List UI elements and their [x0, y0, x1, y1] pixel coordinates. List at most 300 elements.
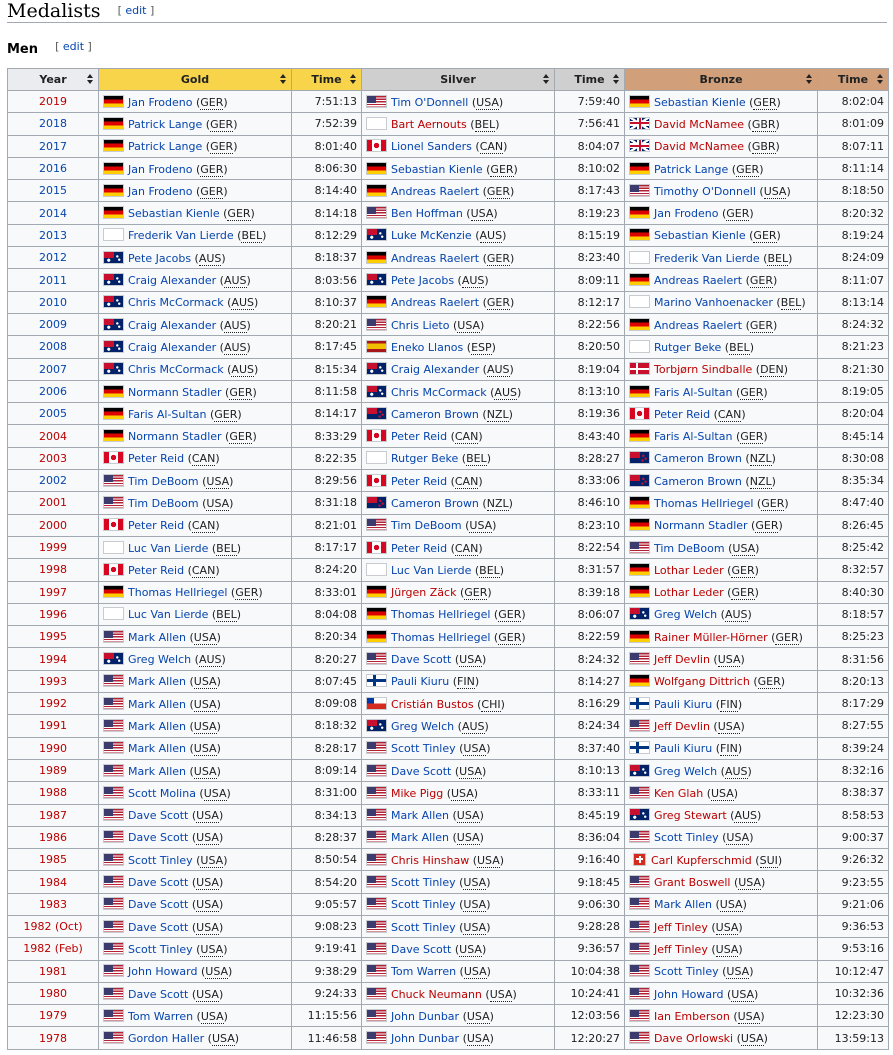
- year-link[interactable]: 2012: [39, 251, 67, 265]
- athlete-link[interactable]: Jan Frodeno: [128, 162, 193, 176]
- athlete-link[interactable]: Frederik Van Lierde: [128, 229, 234, 243]
- athlete-link[interactable]: Sebastian Kienle: [391, 162, 483, 176]
- section-edit: [ edit ]: [117, 4, 155, 17]
- table-row: [8, 826, 889, 848]
- flag-icon: [103, 741, 124, 754]
- athlete-link[interactable]: Lothar Leder: [654, 563, 724, 577]
- athlete-link[interactable]: Lothar Leder: [654, 586, 724, 600]
- year-link[interactable]: 1994: [39, 652, 67, 666]
- flag-icon: [629, 117, 650, 130]
- athlete-link[interactable]: Scott Tinley: [654, 831, 719, 845]
- flag-icon: [629, 808, 650, 821]
- header-silver[interactable]: Silver: [362, 69, 555, 91]
- gold-athlete-cell: Peter Reid (CAN): [99, 447, 292, 469]
- athlete-link[interactable]: Pauli Kiuru: [654, 742, 713, 756]
- flag-icon: [103, 385, 124, 398]
- athlete-link[interactable]: Chris Hinshaw: [391, 853, 470, 867]
- year-link[interactable]: 1988: [39, 786, 67, 800]
- gold-time-cell: 8:14:18: [292, 202, 362, 224]
- athlete-link[interactable]: Dave Scott: [128, 831, 189, 845]
- year-link[interactable]: 2019: [39, 95, 67, 109]
- athlete-link[interactable]: Mark Allen: [128, 719, 186, 733]
- athlete-link[interactable]: Dave Scott: [128, 920, 189, 934]
- athlete-link[interactable]: Mark Allen: [128, 764, 186, 778]
- athlete-link[interactable]: Chris McCormack: [391, 385, 487, 399]
- year-link[interactable]: 2002: [39, 474, 67, 488]
- athlete-link[interactable]: Tom Warren: [391, 965, 457, 979]
- table-row: [8, 960, 889, 982]
- country-code: USA: [196, 987, 219, 1001]
- athlete-link[interactable]: Ben Hoffman: [391, 207, 463, 221]
- silver-athlete-cell: Lionel Sanders (CAN): [362, 135, 555, 157]
- flag-icon: [629, 429, 650, 442]
- year-link[interactable]: 1984: [39, 875, 67, 889]
- year-link[interactable]: 1989: [39, 764, 67, 778]
- flag-icon: [366, 964, 387, 977]
- year-link[interactable]: 2005: [39, 407, 67, 421]
- year-link[interactable]: 1982 (Oct): [23, 920, 83, 934]
- athlete-link[interactable]: Mike Pigg: [391, 786, 444, 800]
- athlete-link[interactable]: Jeff Devlin: [654, 719, 710, 733]
- athlete-link[interactable]: Mark Allen: [128, 697, 186, 711]
- athlete-link[interactable]: Pauli Kiuru: [391, 675, 450, 689]
- athlete-link[interactable]: Thomas Hellriegel: [128, 586, 228, 600]
- medalists-table: [7, 68, 889, 1050]
- country-code: USA: [477, 853, 500, 867]
- athlete-link[interactable]: Sebastian Kienle: [654, 95, 746, 109]
- table-row: [8, 648, 889, 670]
- year-link[interactable]: 1982 (Feb): [23, 942, 83, 956]
- athlete-link[interactable]: Normann Stadler: [654, 519, 748, 533]
- athlete-link[interactable]: Scott Tinley: [391, 898, 456, 912]
- year-link[interactable]: 2018: [39, 117, 67, 131]
- gold-time-cell: 7:52:39: [292, 113, 362, 135]
- athlete-link[interactable]: David McNamee: [654, 140, 745, 154]
- table-row: [8, 759, 889, 781]
- athlete-link[interactable]: Craig Alexander: [391, 363, 480, 377]
- year-link[interactable]: 1980: [39, 987, 67, 1001]
- athlete-link[interactable]: Mark Allen: [654, 898, 712, 912]
- athlete-link[interactable]: Andreas Raelert: [654, 318, 743, 332]
- header-gold-time[interactable]: Time: [292, 69, 362, 91]
- country-code: GER: [726, 207, 750, 221]
- silver-time-cell: 9:28:28: [555, 915, 625, 937]
- silver-time-cell: 10:24:41: [555, 982, 625, 1004]
- athlete-link[interactable]: Tim DeBoom: [128, 474, 199, 488]
- athlete-link[interactable]: Peter Reid: [391, 430, 448, 444]
- table-row: [8, 603, 889, 625]
- sort-icon[interactable]: [280, 74, 286, 85]
- gold-time-cell: 8:28:37: [292, 826, 362, 848]
- gold-time-cell: 8:06:30: [292, 157, 362, 179]
- athlete-link[interactable]: Timothy O'Donnell: [654, 184, 756, 198]
- athlete-link[interactable]: Chris McCormack: [128, 296, 224, 310]
- athlete-link[interactable]: Gordon Haller: [128, 1032, 205, 1046]
- athlete-link[interactable]: Thomas Hellriegel: [391, 630, 491, 644]
- athlete-link[interactable]: Andreas Raelert: [391, 251, 480, 265]
- year-link[interactable]: 2014: [39, 206, 67, 220]
- country-code: AUS: [461, 274, 485, 288]
- year-link[interactable]: 2016: [39, 162, 67, 176]
- flag-icon: [103, 719, 124, 732]
- silver-time-cell: 8:37:40: [555, 737, 625, 759]
- athlete-link[interactable]: Pauli Kiuru: [654, 697, 713, 711]
- silver-time-cell: 8:36:04: [555, 826, 625, 848]
- country-code: AUS: [198, 251, 222, 265]
- bronze-athlete-cell: Scott Tinley (USA): [625, 826, 818, 848]
- athlete-link[interactable]: Dave Scott: [128, 809, 189, 823]
- bronze-athlete-cell: Tim DeBoom (USA): [625, 536, 818, 558]
- athlete-link[interactable]: Sebastian Kienle: [654, 229, 746, 243]
- flag-icon: [103, 674, 124, 687]
- athlete-link[interactable]: Mark Allen: [391, 831, 449, 845]
- country-code: USA: [451, 786, 474, 800]
- athlete-link[interactable]: Dave Scott: [128, 987, 189, 1001]
- athlete-link[interactable]: Jeff Tinley: [654, 942, 708, 956]
- athlete-link[interactable]: Jürgen Zäck: [391, 586, 457, 600]
- country-code: BEL: [216, 608, 237, 622]
- bronze-time-cell: 8:18:50: [818, 180, 889, 202]
- athlete-link[interactable]: Peter Reid: [391, 541, 448, 555]
- athlete-link[interactable]: Peter Reid: [654, 407, 711, 421]
- athlete-link[interactable]: Greg Welch: [654, 608, 718, 622]
- athlete-link[interactable]: Chris McCormack: [128, 363, 224, 377]
- athlete-link[interactable]: Dave Scott: [128, 898, 189, 912]
- gold-time-cell: 8:11:58: [292, 380, 362, 402]
- year-link[interactable]: 1985: [39, 853, 67, 867]
- silver-time-cell: 8:43:40: [555, 425, 625, 447]
- gold-athlete-cell: Scott Tinley (USA): [99, 849, 292, 871]
- athlete-link[interactable]: Rutger Beke: [391, 452, 459, 466]
- gold-time-cell: 8:33:01: [292, 581, 362, 603]
- flag-icon: [103, 853, 124, 866]
- year-link[interactable]: 1990: [39, 741, 67, 755]
- athlete-link[interactable]: Patrick Lange: [654, 162, 729, 176]
- year-cell: [8, 536, 99, 558]
- year-link[interactable]: 1986: [39, 830, 67, 844]
- athlete-link[interactable]: Rainer Müller-Hörner: [654, 630, 768, 644]
- athlete-link[interactable]: John Dunbar: [391, 1009, 460, 1023]
- year-link[interactable]: 1996: [39, 607, 67, 621]
- year-link[interactable]: 1987: [39, 808, 67, 822]
- year-link[interactable]: 2010: [39, 295, 67, 309]
- silver-time-cell: 8:45:19: [555, 804, 625, 826]
- athlete-link[interactable]: Dave Scott: [391, 764, 452, 778]
- athlete-link[interactable]: Mark Allen: [128, 630, 186, 644]
- athlete-link[interactable]: Chris Lieto: [391, 318, 450, 332]
- athlete-link[interactable]: Patrick Lange: [128, 140, 203, 154]
- flag-icon: [103, 117, 124, 130]
- athlete-link[interactable]: David McNamee: [654, 117, 745, 131]
- athlete-link[interactable]: Scott Tinley: [654, 965, 719, 979]
- athlete-link[interactable]: Cristián Bustos: [391, 697, 474, 711]
- country-code: USA: [719, 898, 743, 912]
- flag-icon: [629, 630, 650, 643]
- year-link[interactable]: 2011: [39, 273, 67, 287]
- athlete-link[interactable]: Faris Al-Sultan: [128, 407, 207, 421]
- year-link[interactable]: 2008: [39, 340, 67, 354]
- athlete-link[interactable]: Wolfgang Dittrich: [654, 675, 750, 689]
- flag-icon: [633, 853, 646, 866]
- header-silver-time[interactable]: Time: [555, 69, 625, 91]
- bronze-athlete-cell: Cameron Brown (NZL): [625, 447, 818, 469]
- year-cell: [8, 269, 99, 291]
- athlete-link[interactable]: Dave Scott: [391, 653, 452, 667]
- athlete-link[interactable]: Patrick Lange: [128, 117, 203, 131]
- athlete-link[interactable]: Cameron Brown: [391, 496, 479, 510]
- year-link[interactable]: 1995: [39, 630, 67, 644]
- athlete-link[interactable]: Peter Reid: [128, 452, 185, 466]
- athlete-link[interactable]: Bart Aernouts: [391, 117, 467, 131]
- athlete-link[interactable]: Lionel Sanders: [391, 140, 472, 154]
- bronze-athlete-cell: Wolfgang Dittrich (GER): [625, 670, 818, 692]
- athlete-link[interactable]: Luc Van Lierde: [128, 541, 209, 555]
- country-code: USA: [459, 653, 482, 667]
- athlete-link[interactable]: Dave Orlowski: [654, 1032, 734, 1046]
- year-cell: [8, 982, 99, 1004]
- flag-icon: [366, 875, 387, 888]
- athlete-link[interactable]: Peter Reid: [391, 474, 448, 488]
- year-link[interactable]: 2013: [39, 228, 67, 242]
- athlete-link[interactable]: Carl Kupferschmid: [651, 853, 752, 867]
- country-code: GER: [486, 251, 510, 265]
- athlete-link[interactable]: Peter Reid: [128, 563, 185, 577]
- year-link[interactable]: 1999: [39, 541, 67, 555]
- year-link[interactable]: 1983: [39, 897, 67, 911]
- athlete-link[interactable]: Cameron Brown: [654, 474, 742, 488]
- athlete-link[interactable]: John Howard: [128, 965, 198, 979]
- year-cell: [8, 782, 99, 804]
- flag-icon: [103, 1031, 124, 1044]
- year-link[interactable]: 1992: [39, 697, 67, 711]
- country-code: USA: [740, 1032, 764, 1046]
- country-code: BEL: [729, 340, 750, 354]
- year-link[interactable]: 2000: [39, 518, 67, 532]
- header-gold[interactable]: Gold: [99, 69, 292, 91]
- year-link[interactable]: 1997: [39, 585, 67, 599]
- country-code: USA: [457, 318, 481, 332]
- gold-athlete-cell: Dave Scott (USA): [99, 871, 292, 893]
- silver-athlete-cell: Greg Welch (AUS): [362, 715, 555, 737]
- year-link[interactable]: 2001: [39, 496, 67, 510]
- sort-icon[interactable]: [87, 74, 93, 85]
- year-link[interactable]: 1979: [39, 1009, 67, 1023]
- athlete-link[interactable]: Greg Welch: [654, 764, 718, 778]
- athlete-link[interactable]: Scott Tinley: [128, 853, 193, 867]
- athlete-link[interactable]: Tim O'Donnell: [391, 95, 469, 109]
- athlete-link[interactable]: Andreas Raelert: [391, 184, 480, 198]
- year-link[interactable]: 2009: [39, 318, 67, 332]
- athlete-link[interactable]: Tim DeBoom: [391, 519, 462, 533]
- athlete-link[interactable]: Cameron Brown: [654, 452, 742, 466]
- country-code: AUS: [461, 719, 485, 733]
- silver-athlete-cell: Dave Scott (USA): [362, 648, 555, 670]
- country-code: USA: [193, 697, 217, 711]
- athlete-link[interactable]: Luc Van Lierde: [391, 563, 472, 577]
- sort-icon[interactable]: [543, 74, 549, 85]
- athlete-link[interactable]: Chuck Neumann: [391, 987, 482, 1001]
- flag-icon: [629, 652, 650, 665]
- header-bronze-time[interactable]: Time: [818, 69, 889, 91]
- athlete-link[interactable]: Scott Tinley: [128, 942, 193, 956]
- year-link[interactable]: 1993: [39, 674, 67, 688]
- country-code: SUI: [759, 853, 778, 867]
- athlete-link[interactable]: Luke McKenzie: [391, 229, 472, 243]
- flag-icon: [103, 563, 124, 576]
- flag-icon: [366, 652, 387, 665]
- flag-icon: [366, 741, 387, 754]
- athlete-link[interactable]: John Dunbar: [391, 1032, 460, 1046]
- year-link[interactable]: 1991: [39, 719, 67, 733]
- athlete-link[interactable]: Greg Welch: [391, 719, 455, 733]
- sort-icon[interactable]: [877, 74, 883, 85]
- athlete-link[interactable]: Scott Molina: [128, 786, 196, 800]
- athlete-link[interactable]: Grant Boswell: [654, 876, 731, 890]
- table-row: [8, 715, 889, 737]
- flag-icon: [629, 474, 650, 487]
- athlete-link[interactable]: Andreas Raelert: [391, 296, 480, 310]
- table-row: [8, 581, 889, 603]
- athlete-link[interactable]: John Howard: [654, 987, 724, 1001]
- bronze-athlete-cell: Rainer Müller-Hörner (GER): [625, 626, 818, 648]
- athlete-link[interactable]: Tim DeBoom: [654, 541, 725, 555]
- athlete-link[interactable]: Jan Frodeno: [128, 95, 193, 109]
- year-link[interactable]: 2015: [39, 184, 67, 198]
- athlete-link[interactable]: Marino Vanhoenacker: [654, 296, 773, 310]
- bronze-athlete-cell: Peter Reid (CAN): [625, 403, 818, 425]
- year-link[interactable]: 2017: [39, 139, 67, 153]
- country-code: GER: [227, 207, 251, 221]
- athlete-link[interactable]: Jan Frodeno: [654, 207, 719, 221]
- year-cell: [8, 403, 99, 425]
- country-code: GER: [740, 385, 764, 399]
- year-cell: [8, 826, 99, 848]
- athlete-link[interactable]: Faris Al-Sultan: [654, 385, 733, 399]
- athlete-link[interactable]: Jeff Tinley: [654, 920, 708, 934]
- subsection-edit: [ edit ]: [55, 40, 92, 53]
- athlete-link[interactable]: Andreas Raelert: [654, 274, 743, 288]
- athlete-link[interactable]: Thomas Hellriegel: [654, 496, 754, 510]
- athlete-link[interactable]: Rutger Beke: [654, 340, 722, 354]
- athlete-link[interactable]: Tim DeBoom: [128, 496, 199, 510]
- year-link[interactable]: 2003: [39, 451, 67, 465]
- country-code: GER: [755, 519, 779, 533]
- athlete-link[interactable]: Mark Allen: [391, 809, 449, 823]
- sort-icon[interactable]: [350, 74, 356, 85]
- year-cell: [8, 514, 99, 536]
- athlete-link[interactable]: Dave Scott: [128, 876, 189, 890]
- athlete-link[interactable]: Normann Stadler: [128, 430, 222, 444]
- athlete-link[interactable]: Pete Jacobs: [128, 251, 192, 265]
- sort-icon[interactable]: [613, 74, 619, 85]
- flag-icon: [366, 95, 387, 108]
- year-link[interactable]: 2007: [39, 362, 67, 376]
- year-cell: [8, 759, 99, 781]
- flag-icon: [629, 875, 650, 888]
- athlete-link[interactable]: Normann Stadler: [128, 385, 222, 399]
- athlete-link[interactable]: Mark Allen: [128, 742, 186, 756]
- flag-icon: [366, 451, 387, 464]
- athlete-link[interactable]: Craig Alexander: [128, 318, 217, 332]
- athlete-link[interactable]: Jan Frodeno: [128, 184, 193, 198]
- athlete-link[interactable]: Frederik Van Lierde: [654, 251, 760, 265]
- year-link[interactable]: 2006: [39, 385, 67, 398]
- athlete-link[interactable]: Scott Tinley: [391, 920, 456, 934]
- year-link[interactable]: 1978: [39, 1031, 67, 1045]
- year-link[interactable]: 1998: [39, 563, 67, 577]
- gold-time-cell: 9:05:57: [292, 893, 362, 915]
- athlete-link[interactable]: Ken Glah: [654, 786, 704, 800]
- athlete-link[interactable]: Mark Allen: [128, 675, 186, 689]
- athlete-link[interactable]: Luc Van Lierde: [128, 608, 209, 622]
- subsection-edit-link[interactable]: edit: [62, 40, 85, 53]
- athlete-link[interactable]: Craig Alexander: [128, 340, 217, 354]
- athlete-link[interactable]: Jeff Devlin: [654, 653, 710, 667]
- flag-icon: [103, 764, 124, 777]
- flag-icon: [366, 228, 387, 241]
- silver-athlete-cell: John Dunbar (USA): [362, 1027, 555, 1049]
- flag-icon: [103, 786, 124, 799]
- athlete-link[interactable]: Faris Al-Sultan: [654, 430, 733, 444]
- athlete-link[interactable]: Sebastian Kienle: [128, 207, 220, 221]
- silver-athlete-cell: Scott Tinley (USA): [362, 737, 555, 759]
- silver-athlete-cell: Ben Hoffman (USA): [362, 202, 555, 224]
- year-cell: [8, 871, 99, 893]
- athlete-link[interactable]: Greg Welch: [128, 653, 192, 667]
- country-code: USA: [193, 742, 217, 756]
- athlete-link[interactable]: Scott Tinley: [391, 742, 456, 756]
- silver-athlete-cell: Andreas Raelert (GER): [362, 291, 555, 313]
- flag-icon: [103, 987, 124, 1000]
- header-bronze[interactable]: Bronze: [625, 69, 818, 91]
- athlete-link[interactable]: Cameron Brown: [391, 407, 479, 421]
- country-code: CAN: [191, 563, 216, 577]
- gold-athlete-cell: Faris Al-Sultan (GER): [99, 403, 292, 425]
- country-code: USA: [732, 541, 756, 555]
- athlete-link[interactable]: Eneko Llanos: [391, 340, 464, 354]
- athlete-link[interactable]: Craig Alexander: [128, 274, 217, 288]
- table-row: [8, 737, 889, 759]
- flag-icon: [366, 251, 387, 264]
- athlete-link[interactable]: Ian Emberson: [654, 1009, 730, 1023]
- bronze-time-cell: 8:24:09: [818, 247, 889, 269]
- year-link[interactable]: 2004: [39, 429, 67, 443]
- athlete-link[interactable]: Dave Scott: [391, 942, 452, 956]
- country-code: NZL: [749, 474, 772, 488]
- flag-icon: [629, 607, 650, 620]
- athlete-link[interactable]: Pete Jacobs: [391, 274, 455, 288]
- country-code: CAN: [191, 452, 216, 466]
- gold-athlete-cell: Mark Allen (USA): [99, 670, 292, 692]
- flag-icon: [366, 340, 387, 353]
- sort-icon[interactable]: [806, 74, 812, 85]
- athlete-link[interactable]: Torbjørn Sindballe: [654, 363, 753, 377]
- silver-time-cell: 8:04:07: [555, 135, 625, 157]
- flag-icon: [629, 697, 650, 710]
- athlete-link[interactable]: Peter Reid: [128, 519, 185, 533]
- athlete-link[interactable]: Scott Tinley: [391, 876, 456, 890]
- country-code: DEN: [760, 363, 784, 377]
- section-edit-link[interactable]: edit: [125, 4, 147, 17]
- athlete-link[interactable]: Greg Stewart: [654, 809, 727, 823]
- header-year[interactable]: Year: [8, 69, 99, 91]
- athlete-link[interactable]: Tom Warren: [128, 1009, 194, 1023]
- athlete-link[interactable]: Thomas Hellriegel: [391, 608, 491, 622]
- country-code: USA: [459, 764, 482, 778]
- silver-time-cell: 8:23:10: [555, 514, 625, 536]
- year-link[interactable]: 1981: [39, 964, 67, 978]
- table-row: [8, 224, 889, 246]
